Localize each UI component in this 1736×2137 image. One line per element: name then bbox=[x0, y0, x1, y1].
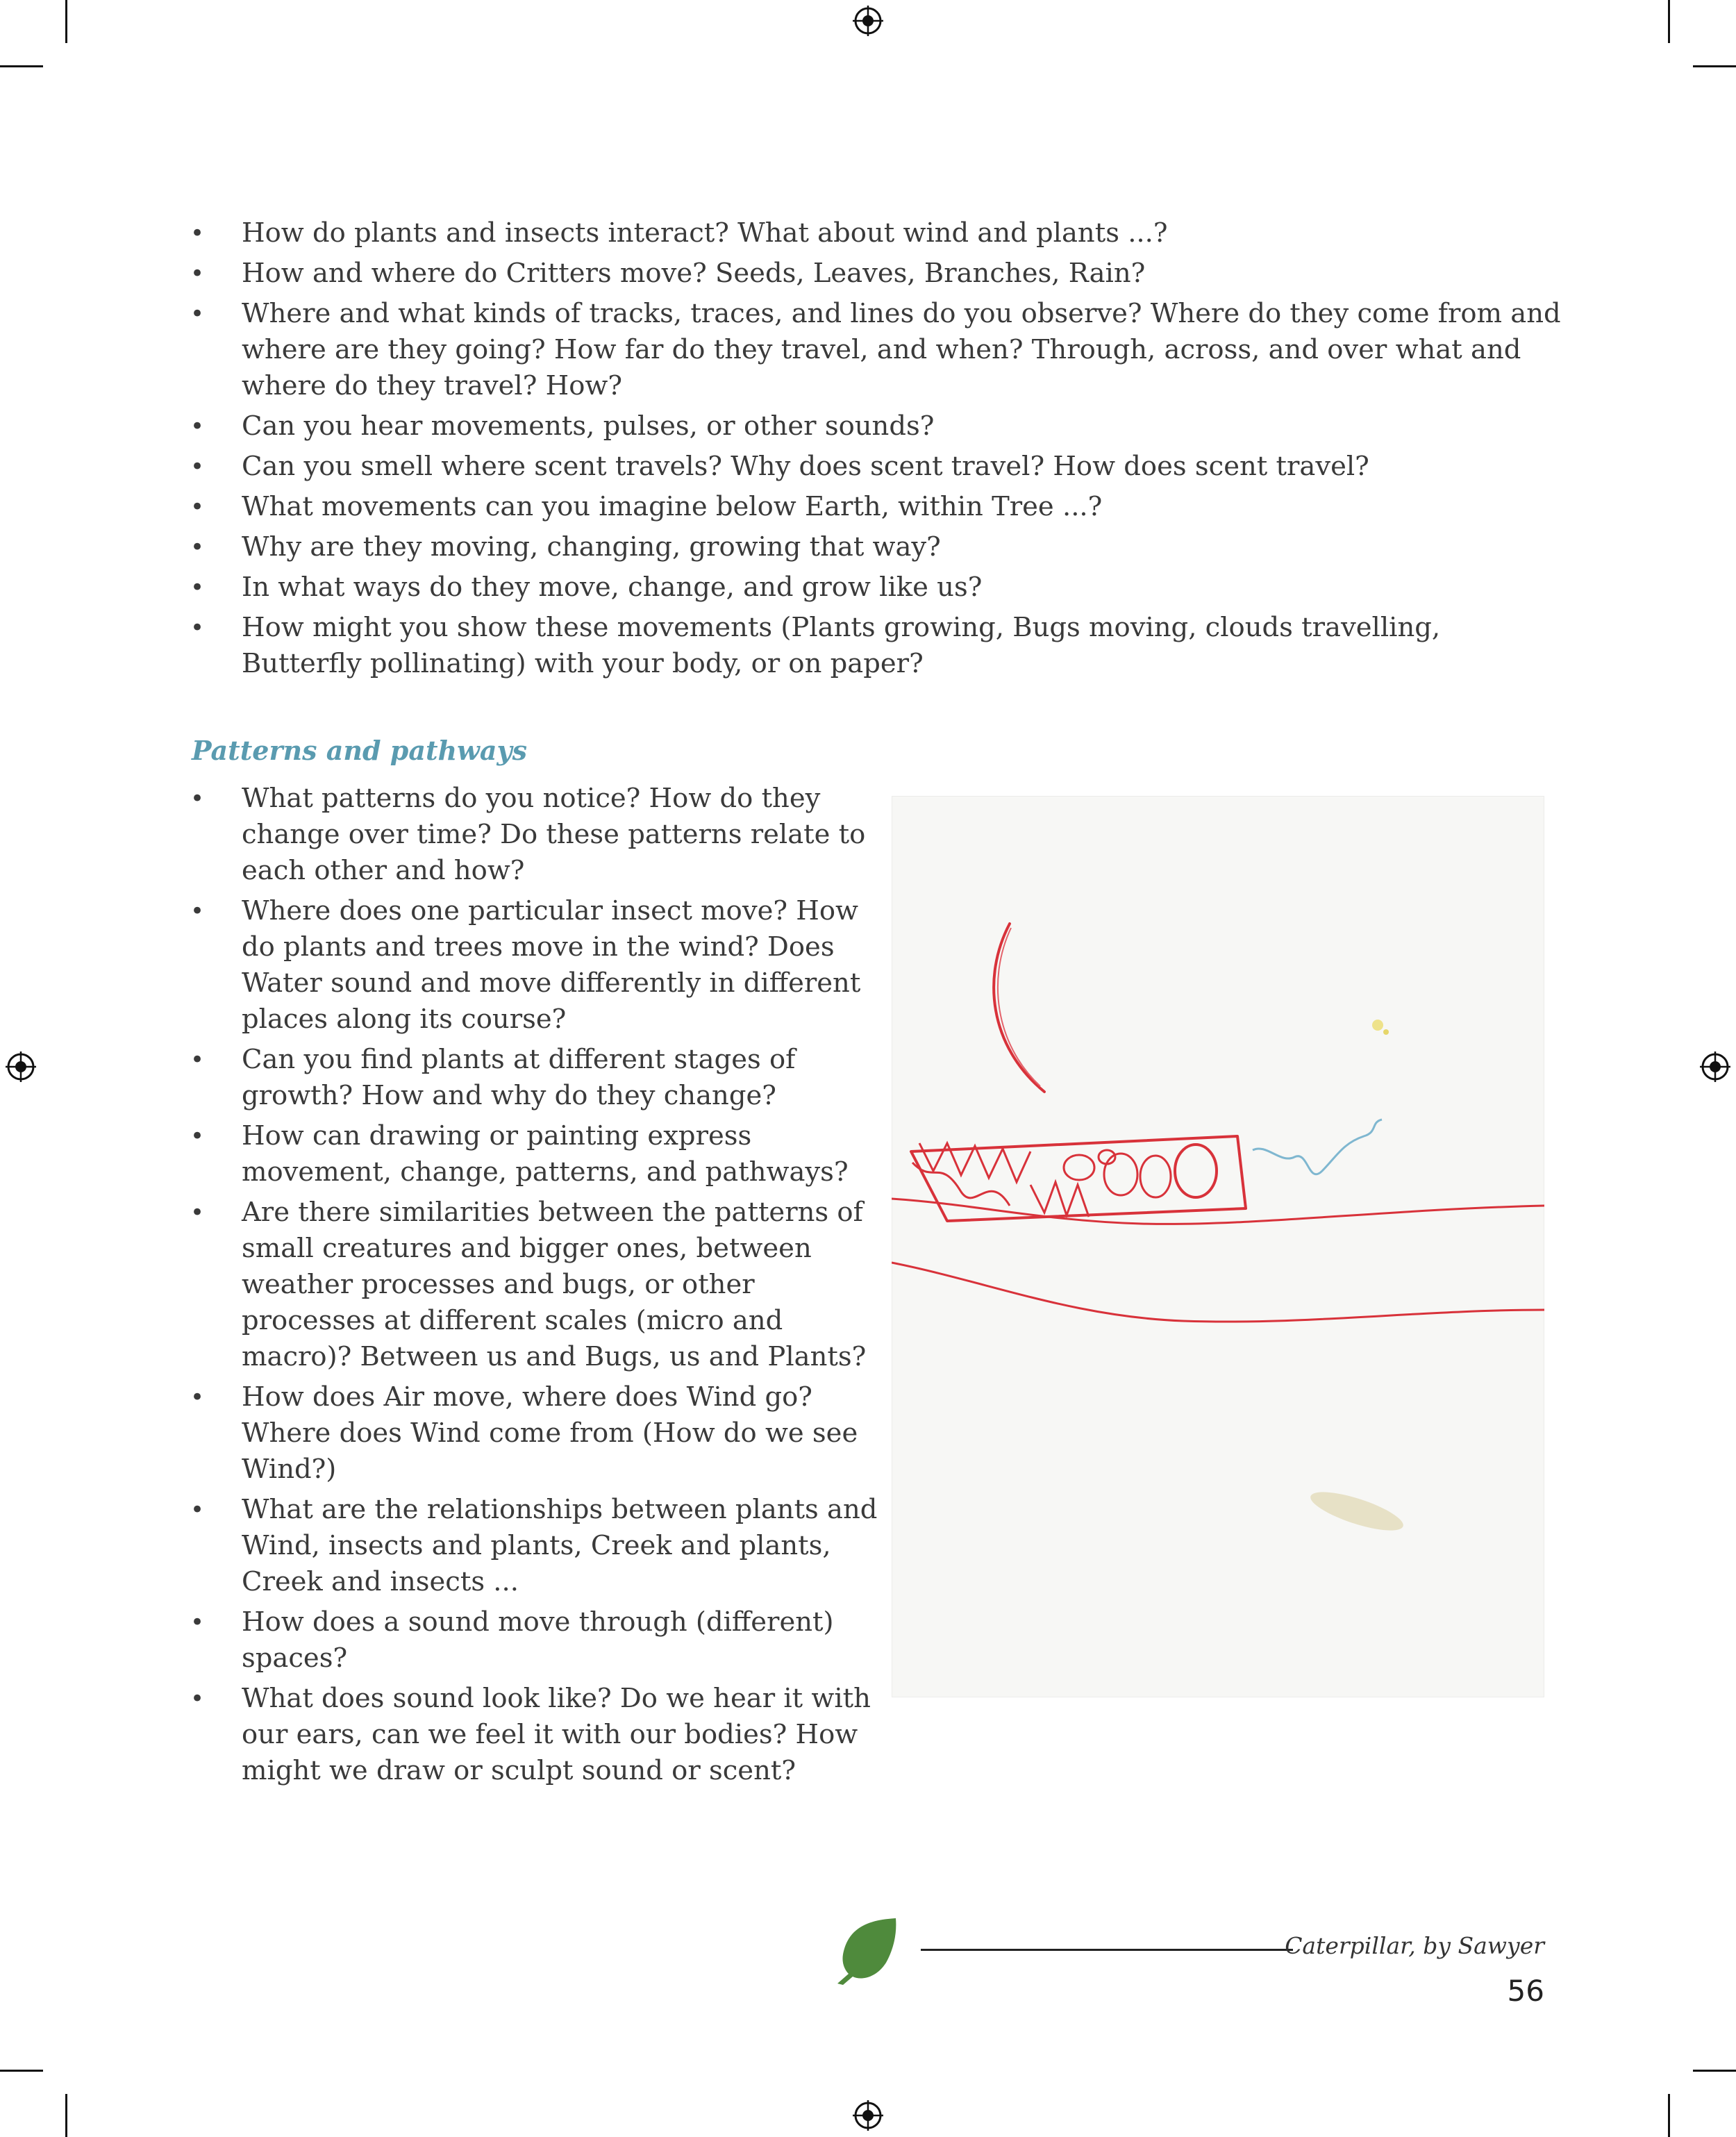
figure-caption: Caterpillar, by Sawyer bbox=[1285, 1932, 1544, 1959]
crop-mark bbox=[65, 2094, 67, 2137]
list-item-text: Why are they moving, changing, growing that way? bbox=[242, 531, 941, 563]
bullet-icon: • bbox=[190, 533, 205, 561]
registration-mark-icon bbox=[6, 1051, 36, 1082]
list-item-text: How does a sound move through (different) spaces? bbox=[242, 1606, 834, 1674]
bullet-icon: • bbox=[190, 453, 205, 481]
list-item-text: What movements can you imagine below Earth, within Tree ...? bbox=[242, 491, 1103, 522]
list-item-text: How can drawing or painting express movement, change, patterns, and pathways? bbox=[242, 1120, 849, 1188]
crop-mark bbox=[0, 65, 43, 67]
list-item bbox=[187, 449, 1562, 485]
list-item-text: Can you hear movements, pulses, or other sounds? bbox=[242, 410, 935, 442]
section-heading: Patterns and pathways bbox=[192, 735, 527, 766]
list-item-text: What are the relationships between plants and Wind, insects and plants, Creek and plants, Creek and insects ... bbox=[242, 1494, 878, 1597]
crop-mark bbox=[1693, 2070, 1736, 2072]
bullet-icon: • bbox=[190, 1685, 205, 1713]
list-item bbox=[187, 489, 1562, 525]
list-item-text: How do plants and insects interact? What about wind and plants ...? bbox=[242, 217, 1168, 249]
list-item bbox=[187, 408, 1562, 444]
crop-mark bbox=[1668, 0, 1670, 43]
bullet-icon: • bbox=[190, 897, 205, 925]
caterpillar-drawing bbox=[892, 796, 1544, 1697]
bullet-icon: • bbox=[190, 785, 205, 813]
bullet-icon: • bbox=[190, 413, 205, 440]
bullet-icon: • bbox=[190, 1383, 205, 1411]
bullet-icon: • bbox=[190, 614, 205, 642]
leaf-icon bbox=[833, 1914, 903, 1986]
list-item-text: Are there similarities between the patterns of small creatures and bigger ones, between weather processes and bugs, or other processes at different scales (micro and macro)? Between us and Bugs, us and Plants? bbox=[242, 1197, 867, 1372]
list-item bbox=[187, 1195, 882, 1375]
list-item bbox=[187, 529, 1562, 565]
page-number: 56 bbox=[1507, 1974, 1544, 2008]
bullet-icon: • bbox=[190, 1122, 205, 1150]
list-item bbox=[187, 1681, 882, 1789]
bullet-icon: • bbox=[190, 1608, 205, 1636]
bullet-icon: • bbox=[190, 1199, 205, 1227]
crop-mark bbox=[1693, 65, 1736, 67]
list-item-text: Where and what kinds of tracks, traces, and lines do you observe? Where do they come from and where are they going? How far do they travel, and when? Through, across, and over what and where do they travel? How? bbox=[242, 298, 1561, 401]
bullet-icon: • bbox=[190, 300, 205, 328]
list-item-text: What does sound look like? Do we hear it with our ears, can we feel it with our bodies? How might we draw or sculpt sound or scent? bbox=[242, 1683, 871, 1786]
crop-mark bbox=[65, 0, 67, 43]
bullet-icon: • bbox=[190, 1496, 205, 1524]
list-item-text: Can you smell where scent travels? Why does scent travel? How does scent travel? bbox=[242, 451, 1369, 482]
crop-mark bbox=[0, 2070, 43, 2072]
list-item-text: In what ways do they move, change, and grow like us? bbox=[242, 572, 983, 603]
list-item bbox=[187, 1118, 882, 1190]
question-list-movement bbox=[187, 215, 1562, 686]
registration-mark-icon bbox=[1700, 1051, 1730, 1082]
list-item-text: Can you find plants at different stages of growth? How and why do they change? bbox=[242, 1044, 796, 1111]
bullet-icon: • bbox=[190, 574, 205, 601]
list-item bbox=[187, 296, 1562, 404]
bullet-icon: • bbox=[190, 260, 205, 288]
list-item bbox=[187, 569, 1562, 606]
question-list-patterns bbox=[187, 781, 882, 1793]
registration-mark-icon bbox=[853, 2100, 883, 2131]
footer-rule bbox=[921, 1949, 1293, 1951]
list-item-text: How does Air move, where does Wind go? Where does Wind come from (How do we see Wind?) bbox=[242, 1381, 858, 1485]
list-item bbox=[187, 893, 882, 1038]
list-item-text: How and where do Critters move? Seeds, Leaves, Branches, Rain? bbox=[242, 258, 1146, 289]
list-item bbox=[187, 610, 1562, 682]
list-item-text: What patterns do you notice? How do they change over time? Do these patterns relate to each other and how? bbox=[242, 783, 866, 886]
crop-mark bbox=[1668, 2094, 1670, 2137]
list-item bbox=[187, 256, 1562, 292]
bullet-icon: • bbox=[190, 219, 205, 247]
bullet-icon: • bbox=[190, 1046, 205, 1074]
bullet-icon: • bbox=[190, 493, 205, 521]
list-item bbox=[187, 215, 1562, 251]
list-item bbox=[187, 781, 882, 889]
list-item bbox=[187, 1042, 882, 1114]
list-item bbox=[187, 1379, 882, 1488]
registration-mark-icon bbox=[853, 6, 883, 36]
list-item bbox=[187, 1604, 882, 1677]
list-item-text: How might you show these movements (Plants growing, Bugs moving, clouds travelling, Butterfly pollinating) with your body, or on paper? bbox=[242, 612, 1441, 679]
list-item-text: Where does one particular insect move? How do plants and trees move in the wind? Does Water sound and move differently in different places along its course? bbox=[242, 895, 861, 1035]
list-item bbox=[187, 1492, 882, 1600]
